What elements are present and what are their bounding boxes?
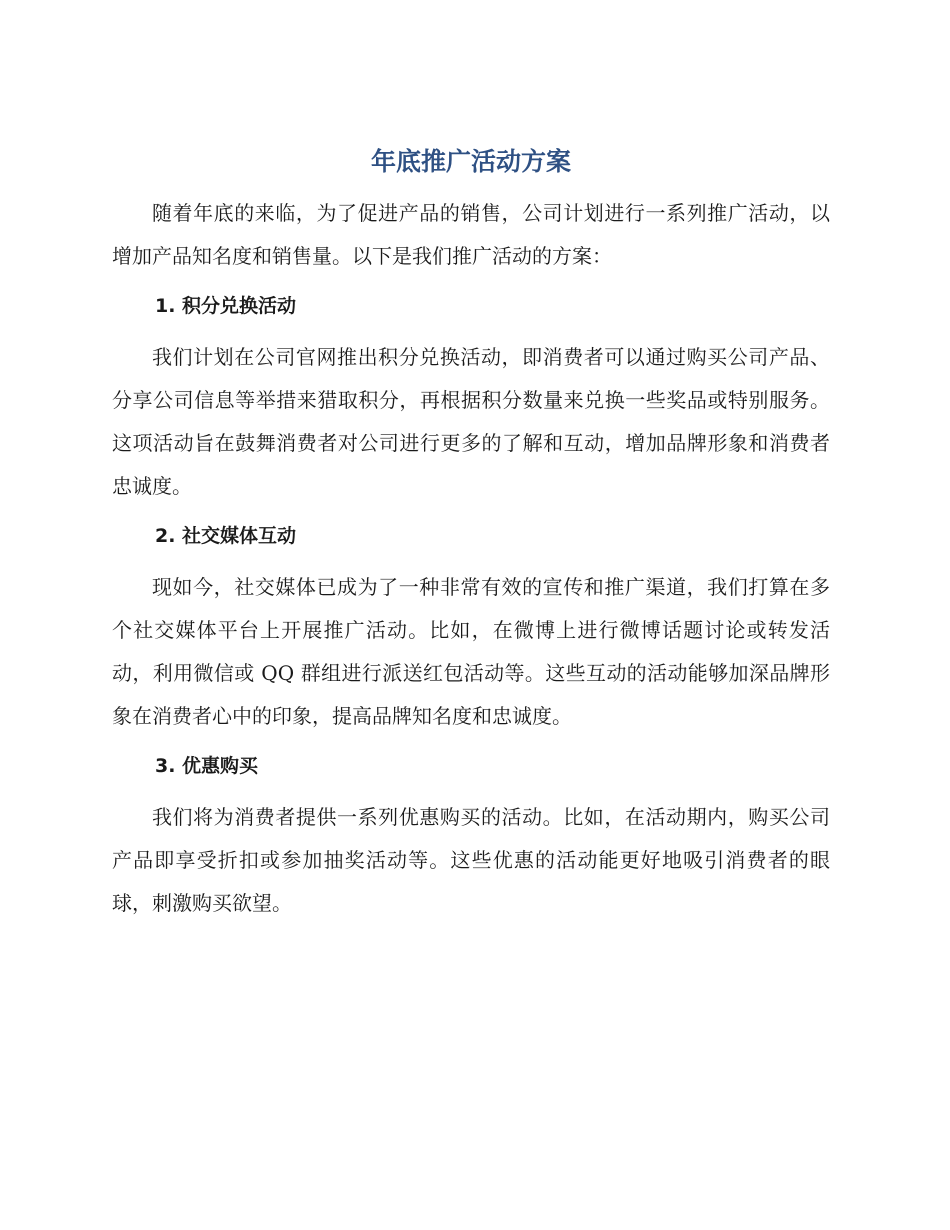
section-points-exchange (112, 288, 830, 508)
section-body: 我们将为消费者提供一系列优惠购买的活动。比如，在活动期内，购买公司产品即享受折扣或参加抽奖活动等。这些优惠的活动能更好地吸引消费者的眼球，刺激购买欲望。 (112, 805, 830, 915)
intro-paragraph: 随着年底的来临，为了促进产品的销售，公司计划进行一系列推广活动，以增加产品知名度和销售量。以下是我们推广活动的方案： (112, 201, 830, 268)
section-heading: 1. 积分兑换活动 (155, 295, 297, 317)
document-title: 年底推广活动方案 (370, 147, 571, 176)
section-body: 我们计划在公司官网推出积分兑换活动，即消费者可以通过购买公司产品、分享公司信息等举措来猎取积分，再根据积分数量来兑换一些奖品或特别服务。这项活动旨在鼓舞消费者对公司进行更多的了解和互动，增加品牌形象和消费者忠诚度。 (112, 345, 830, 498)
section-heading: 2. 社交媒体互动 (155, 525, 297, 547)
section-social-media (112, 518, 830, 738)
section-discount-purchase (112, 748, 830, 925)
document-page (112, 140, 830, 933)
section-heading: 3. 优惠购买 (155, 755, 259, 777)
section-body: 现如今，社交媒体已成为了一种非常有效的宣传和推广渠道，我们打算在多个社交媒体平台上开展推广活动。比如，在微博上进行微博话题讨论或转发活动，利用微信或 QQ 群组进行派送红包活动等。这些互动的活动能够加深品牌形象在消费者心中的印象，提高品牌知名度和忠诚度。 (112, 575, 830, 728)
